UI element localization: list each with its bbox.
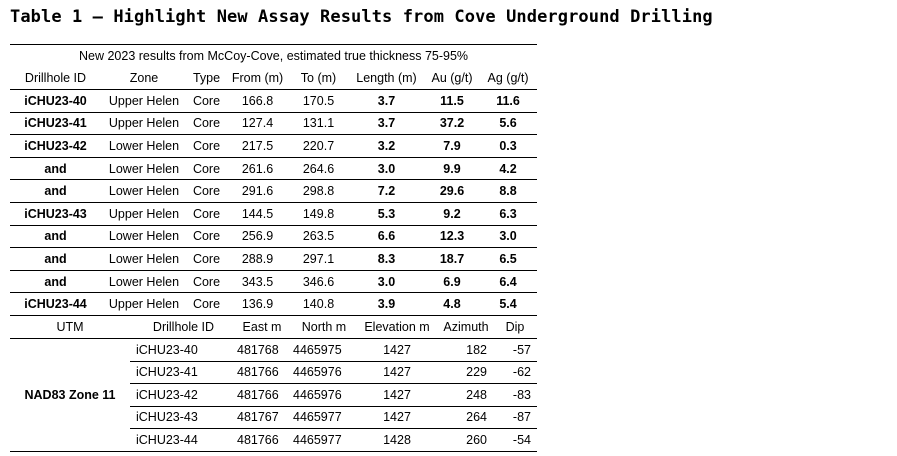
cell-east: 481766 [231, 384, 287, 407]
cell-length: 3.9 [348, 293, 425, 316]
table-row [10, 135, 537, 158]
cell-drillhole-id: iCHU23-42 [130, 384, 231, 407]
cell-east: 481768 [231, 339, 287, 362]
header-east: East m [231, 316, 287, 339]
header-drillhole-id: Drillhole ID [130, 316, 231, 339]
cell-drillhole-id: and [10, 225, 101, 248]
table-row [10, 157, 537, 180]
cell-length: 3.0 [348, 270, 425, 293]
table-row [10, 90, 537, 113]
cell-to: 264.6 [289, 157, 348, 180]
cell-drillhole-id: and [10, 157, 101, 180]
cell-to: 346.6 [289, 270, 348, 293]
cell-from: 256.9 [226, 225, 289, 248]
document-title: Table 1 – Highlight New Assay Results from Cove Underground Drilling [10, 7, 713, 27]
cell-dip: -87 [493, 406, 537, 429]
cell-type: Core [187, 135, 226, 158]
cell-au: 12.3 [425, 225, 479, 248]
cell-type: Core [187, 180, 226, 203]
cell-drillhole-id: and [10, 270, 101, 293]
cell-to: 140.8 [289, 293, 348, 316]
cell-zone: Lower Helen [101, 135, 187, 158]
cell-from: 261.6 [226, 157, 289, 180]
header-zone: Zone [101, 67, 187, 90]
header-azimuth: Azimuth [439, 316, 493, 339]
cell-length: 7.2 [348, 180, 425, 203]
cell-zone: Upper Helen [101, 202, 187, 225]
cell-north: 4465977 [287, 406, 355, 429]
cell-from: 343.5 [226, 270, 289, 293]
cell-east: 481766 [231, 361, 287, 384]
cell-au: 11.5 [425, 90, 479, 113]
cell-drillhole-id: iCHU23-41 [10, 112, 101, 135]
cell-drillhole-id: iCHU23-43 [10, 202, 101, 225]
cell-length: 3.2 [348, 135, 425, 158]
cell-dip: -83 [493, 384, 537, 407]
table-caption-row [10, 45, 537, 68]
header-drillhole-id: Drillhole ID [10, 67, 101, 90]
cell-drillhole-id: iCHU23-40 [10, 90, 101, 113]
table-caption: New 2023 results from McCoy-Cove, estimated true thickness 75-95% [79, 49, 469, 63]
cell-elevation: 1427 [355, 361, 439, 384]
cell-azimuth: 264 [439, 406, 493, 429]
table-row [10, 248, 537, 271]
cell-ag: 0.3 [479, 135, 537, 158]
cell-drillhole-id: and [10, 248, 101, 271]
cell-dip: -54 [493, 429, 537, 452]
cell-to: 297.1 [289, 248, 348, 271]
cell-ag: 4.2 [479, 157, 537, 180]
header-type: Type [187, 67, 226, 90]
cell-type: Core [187, 90, 226, 113]
cell-au: 7.9 [425, 135, 479, 158]
table-row [10, 225, 537, 248]
cell-drillhole-id: iCHU23-44 [10, 293, 101, 316]
table-row [10, 112, 537, 135]
cell-length: 6.6 [348, 225, 425, 248]
cell-to: 170.5 [289, 90, 348, 113]
header-from: From (m) [226, 67, 289, 90]
cell-azimuth: 182 [439, 339, 493, 362]
cell-east: 481767 [231, 406, 287, 429]
cell-to: 149.8 [289, 202, 348, 225]
cell-au: 9.9 [425, 157, 479, 180]
cell-ag: 5.6 [479, 112, 537, 135]
cell-type: Core [187, 248, 226, 271]
assay-results-table [10, 44, 537, 316]
cell-zone: Upper Helen [101, 112, 187, 135]
cell-drillhole-id: iCHU23-44 [130, 429, 231, 452]
cell-au: 9.2 [425, 202, 479, 225]
cell-zone: Lower Helen [101, 248, 187, 271]
cell-from: 136.9 [226, 293, 289, 316]
cell-from: 288.9 [226, 248, 289, 271]
header-au: Au (g/t) [425, 67, 479, 90]
cell-ag: 6.3 [479, 202, 537, 225]
cell-elevation: 1427 [355, 384, 439, 407]
cell-ag: 6.5 [479, 248, 537, 271]
header-north: North m [287, 316, 355, 339]
header-ag: Ag (g/t) [479, 67, 537, 90]
cell-elevation: 1427 [355, 339, 439, 362]
cell-from: 166.8 [226, 90, 289, 113]
cell-to: 263.5 [289, 225, 348, 248]
header-to: To (m) [289, 67, 348, 90]
cell-drillhole-id: iCHU23-42 [10, 135, 101, 158]
header-elevation: Elevation m [355, 316, 439, 339]
header-row [10, 67, 537, 90]
cell-from: 291.6 [226, 180, 289, 203]
cell-length: 3.7 [348, 112, 425, 135]
cell-zone: Lower Helen [101, 225, 187, 248]
cell-zone: Lower Helen [101, 180, 187, 203]
cell-azimuth: 260 [439, 429, 493, 452]
cell-length: 8.3 [348, 248, 425, 271]
table-row [10, 293, 537, 316]
cell-length: 3.7 [348, 90, 425, 113]
cell-type: Core [187, 202, 226, 225]
cell-ag: 6.4 [479, 270, 537, 293]
cell-ag: 5.4 [479, 293, 537, 316]
cell-ag: 8.8 [479, 180, 537, 203]
cell-from: 127.4 [226, 112, 289, 135]
table-row [10, 270, 537, 293]
cell-to: 298.8 [289, 180, 348, 203]
cell-drillhole-id: and [10, 180, 101, 203]
header-utm: UTM [10, 316, 130, 339]
cell-from: 144.5 [226, 202, 289, 225]
cell-au: 4.8 [425, 293, 479, 316]
cell-north: 4465976 [287, 361, 355, 384]
cell-dip: -57 [493, 339, 537, 362]
cell-ag: 11.6 [479, 90, 537, 113]
cell-length: 3.0 [348, 157, 425, 180]
cell-length: 5.3 [348, 202, 425, 225]
cell-au: 29.6 [425, 180, 479, 203]
cell-zone: Upper Helen [101, 90, 187, 113]
cell-au: 37.2 [425, 112, 479, 135]
cell-east: 481766 [231, 429, 287, 452]
cell-zone: Lower Helen [101, 270, 187, 293]
cell-type: Core [187, 270, 226, 293]
cell-type: Core [187, 225, 226, 248]
cell-zone: Lower Helen [101, 157, 187, 180]
header-row [10, 316, 537, 339]
cell-au: 18.7 [425, 248, 479, 271]
cell-to: 220.7 [289, 135, 348, 158]
cell-type: Core [187, 293, 226, 316]
cell-to: 131.1 [289, 112, 348, 135]
cell-azimuth: 248 [439, 384, 493, 407]
cell-type: Core [187, 112, 226, 135]
cell-from: 217.5 [226, 135, 289, 158]
cell-elevation: 1428 [355, 429, 439, 452]
header-length: Length (m) [348, 67, 425, 90]
cell-north: 4465977 [287, 429, 355, 452]
header-dip: Dip [493, 316, 537, 339]
cell-azimuth: 229 [439, 361, 493, 384]
cell-north: 4465976 [287, 384, 355, 407]
table-row [10, 180, 537, 203]
cell-type: Core [187, 157, 226, 180]
cell-dip: -62 [493, 361, 537, 384]
cell-drillhole-id: iCHU23-40 [130, 339, 231, 362]
cell-drillhole-id: iCHU23-43 [130, 406, 231, 429]
cell-drillhole-id: iCHU23-41 [130, 361, 231, 384]
collar-coordinates-table [10, 316, 537, 452]
cell-elevation: 1427 [355, 406, 439, 429]
table-row [10, 202, 537, 225]
cell-ag: 3.0 [479, 225, 537, 248]
table-row [10, 339, 537, 362]
cell-zone: Upper Helen [101, 293, 187, 316]
cell-au: 6.9 [425, 270, 479, 293]
cell-north: 4465975 [287, 339, 355, 362]
utm-zone: NAD83 Zone 11 [10, 339, 130, 452]
